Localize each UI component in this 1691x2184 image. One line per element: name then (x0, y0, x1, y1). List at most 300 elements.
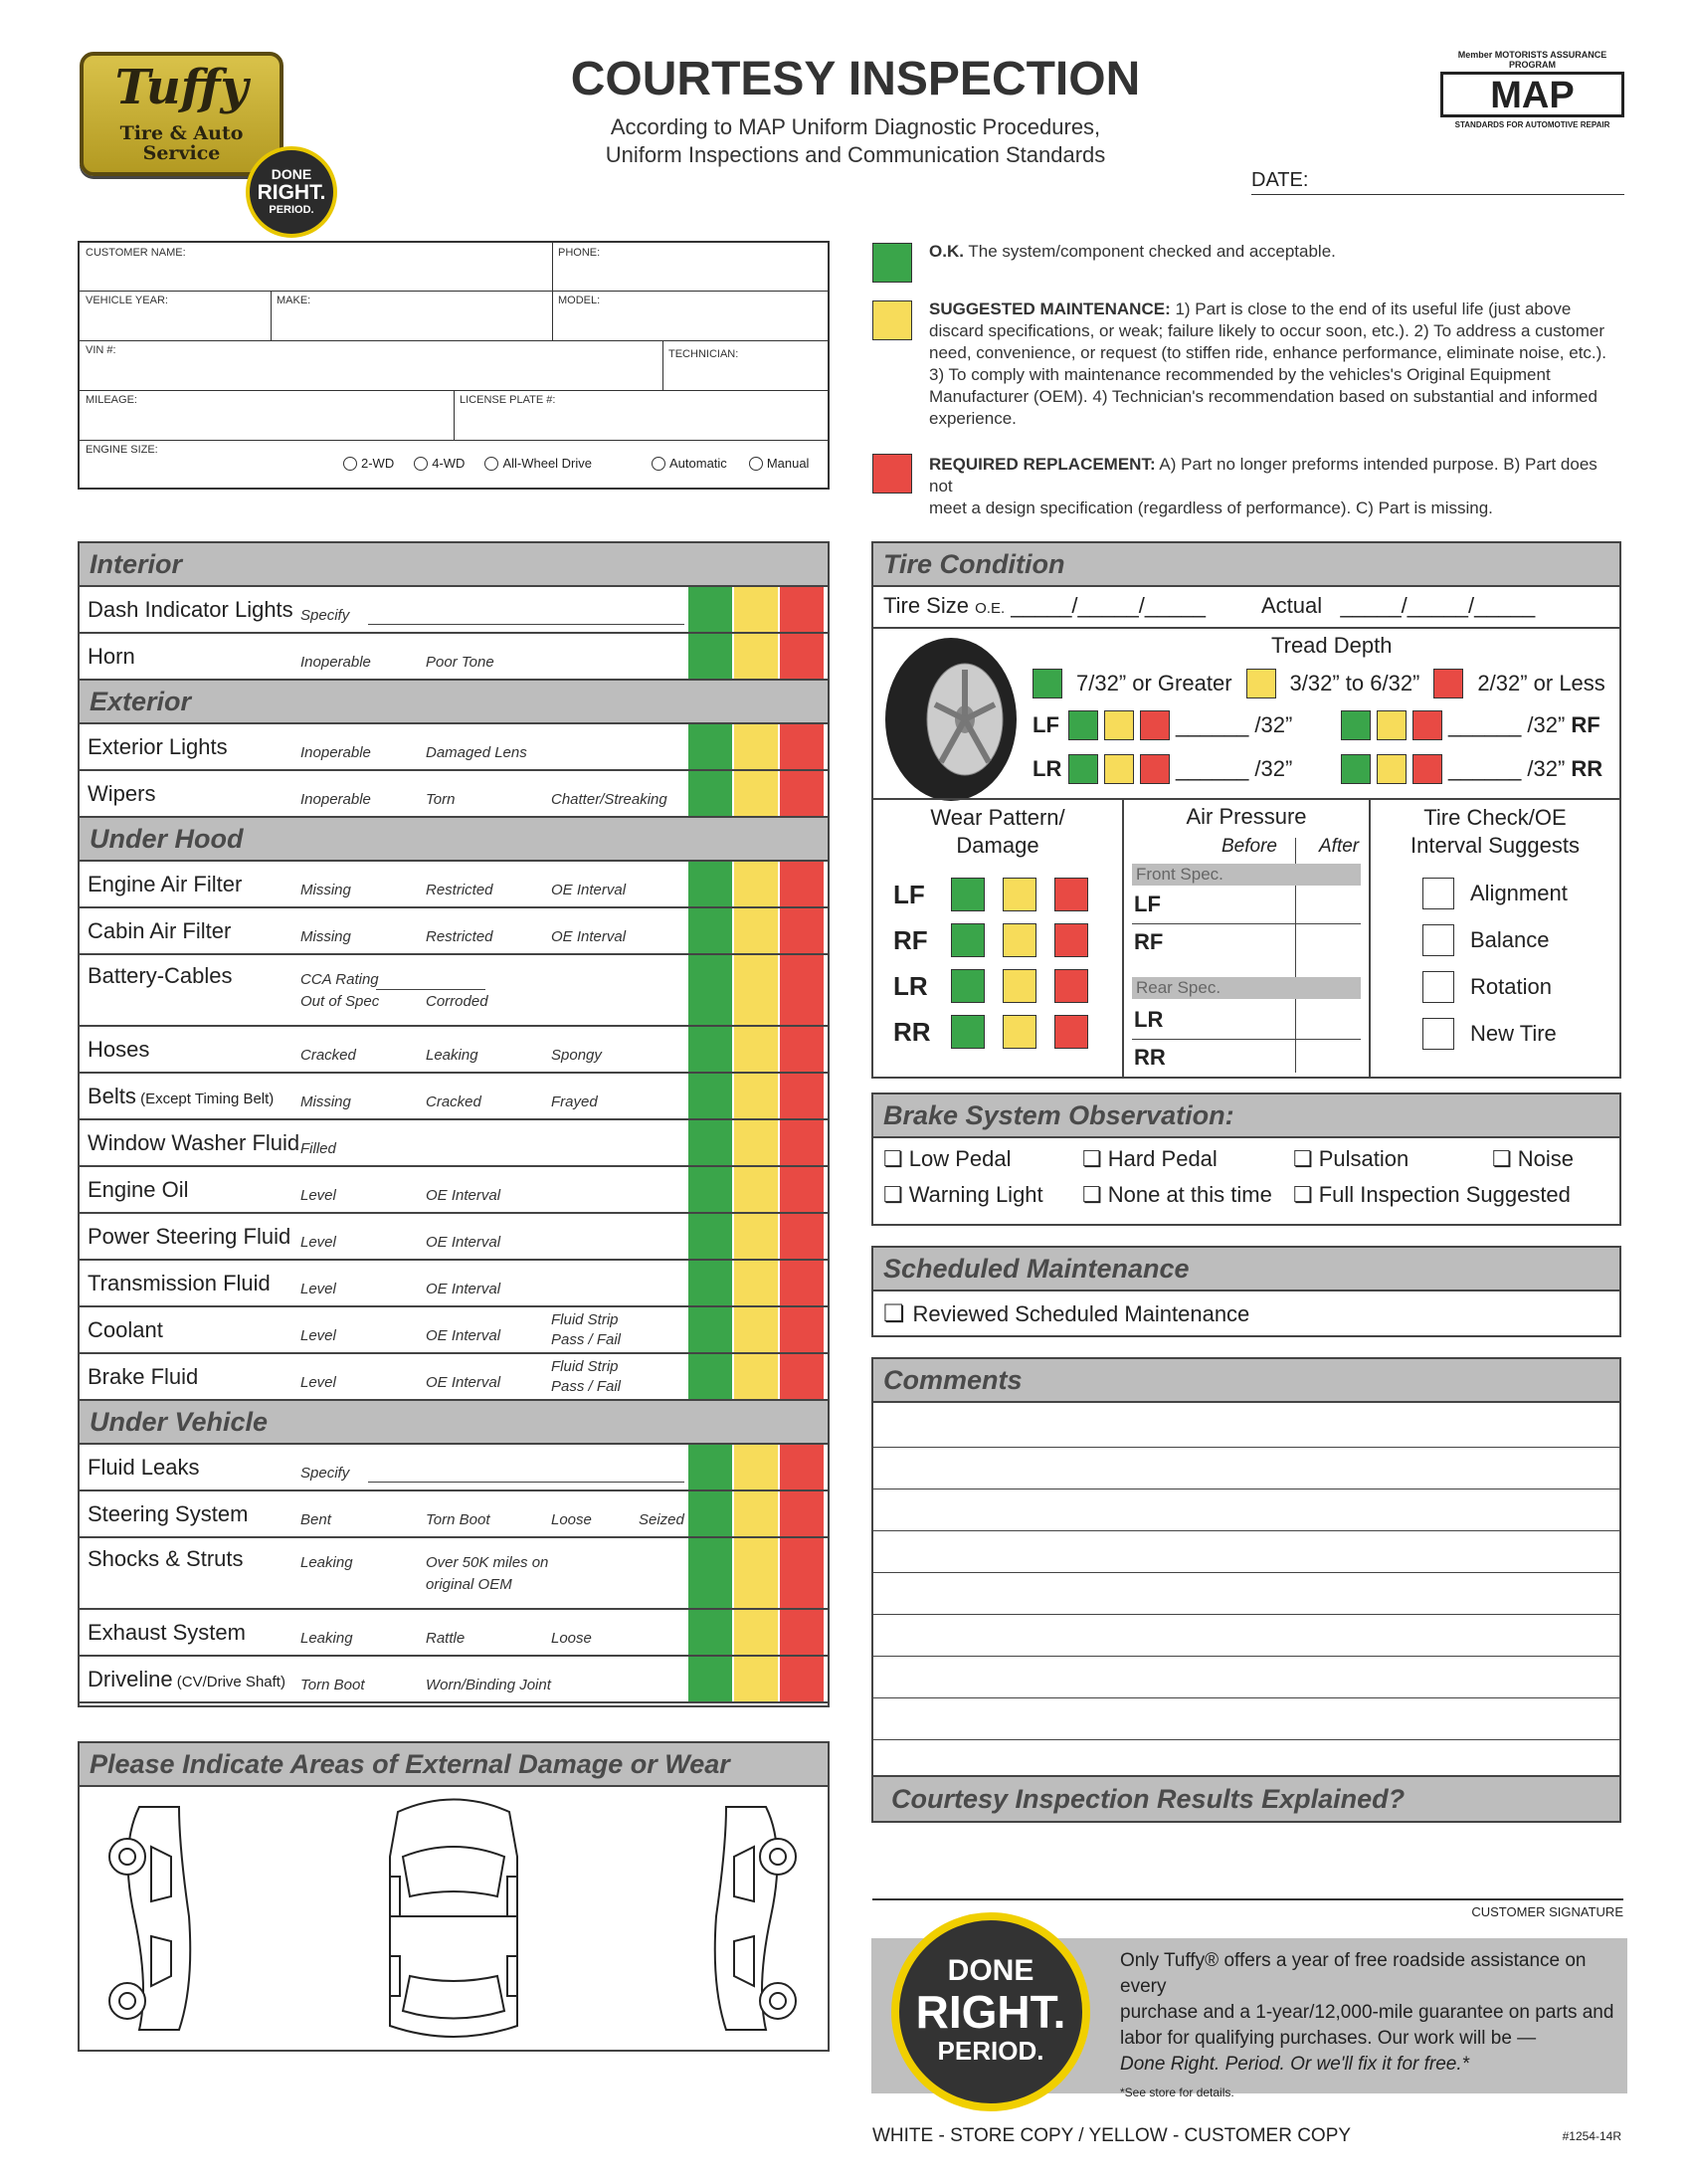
wear-yellow-box[interactable] (1003, 878, 1036, 911)
tread-legend-green (1033, 669, 1062, 698)
rating-ok-cell[interactable] (688, 1261, 732, 1305)
radio-manual[interactable] (749, 456, 810, 471)
tread-legend-label: 2/32” or Less (1477, 671, 1605, 695)
rating-ok-cell[interactable] (688, 1610, 732, 1655)
tread-row-rr: ______ /32” RR (1341, 754, 1602, 784)
wear-green-box[interactable] (951, 923, 985, 957)
banner-line: labor for qualifying purchases. Our work will be — (1120, 2028, 1537, 2049)
tread-red-box[interactable] (1412, 710, 1442, 740)
item-label-text: Engine Air Filter (88, 872, 243, 896)
rating-ok-cell[interactable] (688, 1657, 732, 1701)
inspection-option[interactable]: CCA Rating (300, 971, 379, 988)
radio-awd[interactable] (484, 456, 592, 471)
rating-ok-cell[interactable] (688, 724, 732, 769)
scheduled-maintenance-section (871, 1246, 1621, 1337)
rating-required-cell[interactable] (780, 1214, 824, 1259)
rating-suggested-cell[interactable] (734, 1167, 778, 1212)
checkbox-icon: ❏ (1082, 1182, 1102, 1207)
rating-required-cell[interactable] (780, 1657, 824, 1701)
tire-check-new-tire[interactable] (1422, 1018, 1611, 1050)
rating-required-cell[interactable] (780, 1354, 824, 1399)
item-label-text: Power Steering Fluid (88, 1224, 291, 1249)
inspection-option[interactable]: Level (300, 1281, 336, 1297)
phone-field[interactable]: PHONE: (558, 247, 601, 259)
radio-label: Automatic (669, 456, 727, 471)
wear-red-box[interactable] (1054, 923, 1088, 957)
inspection-option[interactable]: Cracked (300, 1047, 356, 1064)
wear-title-line: Wear Pattern/ (930, 805, 1065, 830)
wear-yellow-box[interactable] (1003, 923, 1036, 957)
rating-suggested-cell[interactable] (734, 1027, 778, 1072)
tread-pos-label: RF (1571, 712, 1600, 737)
rating-required-cell[interactable] (780, 1307, 824, 1352)
inspection-option[interactable]: Leaking (426, 1047, 478, 1064)
map-top-text: Member MOTORISTS ASSURANCE PROGRAM (1457, 50, 1607, 70)
tread-green-box[interactable] (1068, 754, 1098, 784)
inspection-option[interactable]: OE Interval (426, 1187, 501, 1204)
wear-pos-label: RR (893, 1016, 931, 1047)
tread-unit: /32” (1527, 756, 1566, 781)
rear-spec-band: Rear Spec. (1132, 977, 1361, 999)
checkbox-icon (1422, 878, 1454, 909)
wear-green-box[interactable] (951, 1015, 985, 1049)
brake-option[interactable] (1492, 1146, 1574, 1172)
air-before: Before (1221, 836, 1277, 857)
banner-line: Done Right. Period. Or we'll fix it for free.* (1120, 2054, 1470, 2075)
specify-line[interactable] (368, 1482, 684, 1483)
divider (552, 243, 553, 340)
badge-small-line2: RIGHT. (257, 181, 326, 204)
legend-required-swatch (872, 454, 912, 494)
rating-required-cell[interactable] (780, 1610, 824, 1655)
wear-row (893, 923, 1112, 957)
legend-sm-line: discard specifications, or weak; failure likely to occur soon, etc.). 2) To address a customer (929, 321, 1605, 340)
map-logo-text: MAP (1440, 72, 1624, 117)
item-label-text: Dash Indicator Lights (88, 597, 293, 622)
inspection-option[interactable]: Missing (300, 928, 351, 945)
inspection-option[interactable]: Frayed (551, 1093, 598, 1110)
rating-ok-cell[interactable] (688, 862, 732, 906)
tire-check-balance[interactable] (1422, 924, 1611, 956)
damage-section (78, 1741, 830, 2052)
rating-ok-cell[interactable] (688, 1354, 732, 1399)
tread-red-box[interactable] (1140, 754, 1170, 784)
rating-suggested-cell[interactable] (734, 634, 778, 679)
inspection-option[interactable]: Rattle (426, 1630, 466, 1647)
item-label-note: (CV/Drive Shaft) (176, 1674, 285, 1690)
inspection-option[interactable]: Level (300, 1187, 336, 1204)
comment-line[interactable] (873, 1614, 1619, 1615)
item-label-note: (Except Timing Belt) (140, 1091, 275, 1107)
inspection-option[interactable]: Missing (300, 1093, 351, 1110)
tread-green-box[interactable] (1341, 754, 1371, 784)
item-label-text: Engine Oil (88, 1177, 189, 1202)
rating-required-cell[interactable] (780, 587, 824, 632)
radio-label: 2-WD (361, 456, 395, 471)
comment-line[interactable] (873, 1739, 1619, 1740)
specify-line[interactable] (368, 624, 684, 625)
rating-ok-cell[interactable] (688, 1214, 732, 1259)
inspection-option[interactable]: Cracked (426, 1093, 481, 1110)
engine-size-field[interactable]: ENGINE SIZE: (86, 444, 158, 456)
divider (873, 627, 1619, 629)
checkbox-icon (1422, 924, 1454, 956)
checkbox-icon: ❏ (883, 1146, 903, 1171)
page-title: COURTESY INSPECTION (570, 53, 1141, 105)
inspection-option[interactable]: Leaking (300, 1554, 353, 1571)
wear-red-box[interactable] (1054, 878, 1088, 911)
section-header-under-hood: Under Hood (80, 818, 828, 862)
rating-ok-cell[interactable] (688, 1445, 732, 1489)
wear-title (873, 804, 1122, 860)
rating-ok-cell[interactable] (688, 1491, 732, 1536)
inspection-option[interactable]: Leaking (300, 1630, 353, 1647)
rating-required-cell[interactable] (780, 1120, 824, 1165)
rating-required-cell[interactable] (780, 771, 824, 816)
rating-required-cell[interactable] (780, 908, 824, 953)
wear-yellow-box[interactable] (1003, 1015, 1036, 1049)
make-field[interactable]: MAKE: (277, 295, 311, 306)
item-label-text: Battery-Cables (88, 963, 233, 988)
wear-green-box[interactable] (951, 969, 985, 1003)
cca-rating-line[interactable] (376, 989, 485, 990)
wear-red-box[interactable] (1054, 1015, 1088, 1049)
rating-ok-cell[interactable] (688, 1307, 732, 1352)
rating-ok-cell[interactable] (688, 955, 732, 1025)
brake-option[interactable] (1082, 1182, 1272, 1208)
tread-yellow-box[interactable] (1104, 754, 1134, 784)
air-title: Air Pressure (1186, 804, 1307, 829)
comment-line[interactable] (873, 1656, 1619, 1657)
inspection-option[interactable]: Pass / Fail (551, 1378, 622, 1395)
inspection-option[interactable]: Bent (300, 1511, 331, 1528)
rating-suggested-cell[interactable] (734, 1261, 778, 1305)
brake-section (871, 1092, 1621, 1226)
inspection-option[interactable]: Inoperable (300, 791, 371, 808)
comment-line[interactable] (873, 1447, 1619, 1448)
item-label-text: Fluid Leaks (88, 1455, 200, 1480)
rating-suggested-cell[interactable] (734, 1538, 778, 1608)
tire-check-alignment[interactable] (1422, 878, 1611, 909)
rating-suggested-cell[interactable] (734, 771, 778, 816)
radio-circle-icon (484, 457, 498, 471)
inspection-option[interactable]: Inoperable (300, 654, 371, 671)
legend-ok-text: The system/component checked and acceptable. (968, 242, 1336, 261)
comment-line[interactable] (873, 1530, 1619, 1531)
divider (80, 340, 828, 341)
inspection-option[interactable]: Out of Spec (300, 993, 380, 1010)
front-spec-band: Front Spec. (1132, 864, 1361, 886)
rating-ok-cell[interactable] (688, 1167, 732, 1212)
legend-sm-title: SUGGESTED MAINTENANCE: (929, 299, 1171, 318)
brake-option-label: Noise (1517, 1146, 1574, 1171)
mileage-field[interactable]: MILEAGE: (86, 394, 137, 406)
row-divider (80, 1701, 828, 1703)
brake-option-label: Low Pedal (908, 1146, 1012, 1171)
radio-automatic[interactable] (652, 456, 727, 471)
rating-suggested-cell[interactable] (734, 908, 778, 953)
model-field[interactable]: MODEL: (558, 295, 601, 306)
item-label-text: Steering System (88, 1501, 249, 1526)
inspection-option[interactable]: Worn/Binding Joint (426, 1677, 551, 1693)
rating-suggested-cell[interactable] (734, 1307, 778, 1352)
radio-circle-icon (343, 457, 357, 471)
tread-yellow-box[interactable] (1377, 754, 1407, 784)
comments-section (871, 1357, 1621, 1823)
rating-suggested-cell[interactable] (734, 1445, 778, 1489)
air-pos-rf: RF (1134, 929, 1164, 954)
inspection-option[interactable]: Loose (551, 1630, 592, 1647)
brake-option[interactable] (1293, 1146, 1409, 1172)
rating-suggested-cell[interactable] (734, 1074, 778, 1118)
checkbox-icon: ❏ (1293, 1182, 1313, 1207)
legend-suggested-swatch (872, 300, 912, 340)
customer-info-box (78, 241, 830, 490)
rating-suggested-cell[interactable] (734, 1657, 778, 1701)
inspection-option[interactable]: Level (300, 1234, 336, 1251)
banner-note: *See store for details. (1120, 2085, 1234, 2099)
item-label-text: Horn (88, 644, 135, 669)
tread-pos-label: LF (1033, 712, 1059, 737)
tire-check-label: New Tire (1470, 1021, 1557, 1046)
signature-line[interactable] (872, 1898, 1623, 1900)
rating-suggested-cell[interactable] (734, 1354, 778, 1399)
rating-ok-cell[interactable] (688, 1027, 732, 1072)
tread-legend-red (1433, 669, 1463, 698)
rating-suggested-cell[interactable] (734, 862, 778, 906)
inspection-option[interactable]: Level (300, 1327, 336, 1344)
tire-check-title-line: Tire Check/OE (1423, 805, 1567, 830)
vehicle-year-field[interactable]: VEHICLE YEAR: (86, 295, 168, 306)
technician-field[interactable]: TECHNICIAN: (668, 348, 739, 360)
divider (662, 340, 663, 390)
inspection-option[interactable]: Restricted (426, 882, 493, 898)
inspection-item-label (88, 1455, 200, 1481)
rating-ok-cell[interactable] (688, 1538, 732, 1608)
legend-sm-line: experience. (929, 409, 1017, 428)
rating-suggested-cell[interactable] (734, 587, 778, 632)
logo-brand: Tuffy (114, 60, 249, 115)
inspection-item-label (88, 1501, 248, 1527)
tire-check-label: Balance (1470, 927, 1550, 952)
inspection-option[interactable]: Specify (300, 607, 350, 624)
subtitle-line1: According to MAP Uniform Diagnostic Procedures, (610, 114, 1101, 139)
rating-ok-cell[interactable] (688, 771, 732, 816)
tread-green-box[interactable] (1341, 710, 1371, 740)
tread-yellow-box[interactable] (1104, 710, 1134, 740)
rating-required-cell[interactable] (780, 862, 824, 906)
radio-2wd[interactable] (343, 456, 394, 471)
tread-legend-yellow (1246, 669, 1276, 698)
rating-ok-cell[interactable] (688, 908, 732, 953)
rating-required-cell[interactable] (780, 724, 824, 769)
rating-suggested-cell[interactable] (734, 724, 778, 769)
comment-line[interactable] (873, 1572, 1619, 1573)
inspection-option[interactable]: OE Interval (551, 882, 627, 898)
wear-yellow-box[interactable] (1003, 969, 1036, 1003)
rating-required-cell[interactable] (780, 1074, 824, 1118)
inspection-option[interactable]: OE Interval (426, 1327, 501, 1344)
tread-red-box[interactable] (1140, 710, 1170, 740)
tire-check-label: Alignment (1470, 881, 1568, 905)
radio-4wd[interactable] (414, 456, 465, 471)
customer-name-field[interactable]: CUSTOMER NAME: (86, 247, 186, 259)
rating-required-cell[interactable] (780, 1445, 824, 1489)
legend-sm-line: need, convenience, or request (to stiffen ride, enhance performance, eliminate noise, etc.). (929, 343, 1607, 362)
rating-suggested-cell[interactable] (734, 955, 778, 1025)
tread-yellow-box[interactable] (1377, 710, 1407, 740)
tire-check-rotation[interactable] (1422, 971, 1611, 1003)
checkbox-icon: ❏ (1293, 1146, 1313, 1171)
inspection-option[interactable]: Loose (551, 1511, 592, 1528)
brake-option-label: Warning Light (908, 1182, 1043, 1207)
inspection-option[interactable]: Missing (300, 882, 351, 898)
inspection-option[interactable]: Specify (300, 1465, 350, 1482)
air-pos-lf: LF (1134, 892, 1161, 916)
inspection-option[interactable]: original OEM (426, 1576, 512, 1593)
tread-pos-label: RR (1571, 756, 1603, 781)
radio-circle-icon (749, 457, 763, 471)
rating-suggested-cell[interactable] (734, 1491, 778, 1536)
radio-label: 4-WD (432, 456, 466, 471)
inspection-item-label (88, 597, 293, 623)
inspection-option[interactable]: Fluid Strip (551, 1311, 619, 1328)
checkbox-icon (1422, 1018, 1454, 1050)
brake-section-title: Brake System Observation: (873, 1094, 1619, 1138)
inspection-option[interactable]: Poor Tone (426, 654, 494, 671)
inspection-option[interactable]: Over 50K miles on (426, 1554, 549, 1571)
inspection-item-label (88, 963, 233, 989)
license-plate-field[interactable]: LICENSE PLATE #: (460, 394, 556, 406)
badge-large-line1: DONE (947, 1954, 1034, 1987)
tread-red-box[interactable] (1412, 754, 1442, 784)
rating-required-cell[interactable] (780, 634, 824, 679)
tread-legend (1033, 669, 1605, 698)
brake-option[interactable] (883, 1146, 1011, 1172)
inspection-item-label (88, 1667, 285, 1692)
badge-large-line3: PERIOD. (937, 2036, 1044, 2066)
badge-small-line3: PERIOD. (269, 204, 314, 216)
inspection-option[interactable]: OE Interval (551, 928, 627, 945)
inspection-item-label (88, 1037, 149, 1063)
inspection-option[interactable]: Corroded (426, 993, 488, 1010)
inspection-option[interactable]: Damaged Lens (426, 744, 527, 761)
legend-sm-line: 3) To comply with maintenance recommended by the vehicles's Original Equipment (929, 365, 1551, 384)
damage-section-title: Please Indicate Areas of External Damage or Wear (80, 1743, 828, 1787)
customer-signature-label: CUSTOMER SIGNATURE (1471, 1904, 1623, 1919)
inspection-option[interactable]: OE Interval (426, 1374, 501, 1391)
wear-green-box[interactable] (951, 878, 985, 911)
tire-oe-label: O.E. (975, 600, 1006, 617)
air-pos-lr: LR (1134, 1007, 1164, 1032)
rating-required-cell[interactable] (780, 1027, 824, 1072)
rating-required-cell[interactable] (780, 1538, 824, 1608)
tread-unit: /32” (1527, 712, 1566, 737)
date-field[interactable] (1251, 169, 1624, 195)
rating-suggested-cell[interactable] (734, 1214, 778, 1259)
item-label-text: Cabin Air Filter (88, 918, 232, 943)
rating-required-cell[interactable] (780, 955, 824, 1025)
brake-option[interactable] (883, 1182, 1043, 1208)
wear-pos-label: RF (893, 924, 928, 955)
item-label-text: Belts (88, 1084, 136, 1108)
checkbox-icon (1422, 971, 1454, 1003)
divider (80, 440, 828, 441)
divider (873, 798, 1619, 800)
reviewed-scheduled-option[interactable] (883, 1299, 1249, 1328)
section-header-interior: Interior (80, 543, 828, 587)
inspection-option[interactable]: Torn (426, 791, 456, 808)
legend-sm-line: Manufacturer (OEM). 4) Technician's recommendation based on substantial and informed (929, 387, 1597, 406)
inspection-item-label (88, 1317, 163, 1343)
radio-circle-icon (414, 457, 428, 471)
inspection-option[interactable]: Seized (639, 1511, 684, 1528)
brake-option[interactable] (1082, 1146, 1218, 1172)
tire-check-label: Rotation (1470, 974, 1552, 999)
legend-sm-line: 1) Part is close to the end of its useful life (just above (1175, 299, 1572, 318)
inspection-option[interactable]: Spongy (551, 1047, 602, 1064)
rating-required-cell[interactable] (780, 1491, 824, 1536)
legend-rr-title: REQUIRED REPLACEMENT: (929, 455, 1156, 474)
results-explained: Courtesy Inspection Results Explained? (873, 1775, 1619, 1821)
inspection-option[interactable]: Fluid Strip (551, 1358, 619, 1375)
rating-ok-cell[interactable] (688, 1074, 732, 1118)
banner-line: Only Tuffy® offers a year of free roadside assistance on every (1120, 1950, 1587, 1997)
inspection-option[interactable]: Pass / Fail (551, 1331, 622, 1348)
tread-row-lr: LR ______ /32” (1033, 754, 1292, 784)
rating-ok-cell[interactable] (688, 1120, 732, 1165)
rating-ok-cell[interactable] (688, 634, 732, 679)
tread-green-box[interactable] (1068, 710, 1098, 740)
inspection-option[interactable]: Filled (300, 1140, 336, 1157)
legend-ok-title: O.K. (929, 242, 964, 261)
air-pos-rr: RR (1134, 1045, 1166, 1070)
inspection-option[interactable]: OE Interval (426, 1281, 501, 1297)
radio-label: All-Wheel Drive (502, 456, 593, 471)
rating-suggested-cell[interactable] (734, 1120, 778, 1165)
item-label-text: Shocks & Struts (88, 1546, 244, 1571)
air-after: After (1319, 836, 1360, 857)
legend-suggested (929, 298, 1625, 430)
inspection-option[interactable]: OE Interval (426, 1234, 501, 1251)
brake-option[interactable] (1293, 1182, 1571, 1208)
copy-distribution: WHITE - STORE COPY / YELLOW - CUSTOMER COPY (872, 2125, 1352, 2146)
vin-field[interactable]: VIN #: (86, 344, 116, 356)
inspection-option[interactable]: Torn Boot (426, 1511, 490, 1528)
comment-line[interactable] (873, 1697, 1619, 1698)
rating-ok-cell[interactable] (688, 587, 732, 632)
badge-small-line1: DONE (271, 166, 312, 182)
rating-required-cell[interactable] (780, 1261, 824, 1305)
inspection-option[interactable]: Torn Boot (300, 1677, 365, 1693)
inspection-option[interactable]: Level (300, 1374, 336, 1391)
tread-depth-title: Tread Depth (1271, 633, 1393, 658)
wear-pos-label: LF (893, 879, 925, 909)
wear-row (893, 1015, 1112, 1049)
inspection-option[interactable]: Restricted (426, 928, 493, 945)
car-diagram[interactable] (80, 1787, 828, 2050)
wear-red-box[interactable] (1054, 969, 1088, 1003)
rating-suggested-cell[interactable] (734, 1610, 778, 1655)
drive-type-options (343, 456, 592, 471)
radio-label: Manual (766, 456, 810, 471)
rating-required-cell[interactable] (780, 1167, 824, 1212)
inspection-option[interactable]: Chatter/Streaking (551, 791, 667, 808)
badge-large-line2: RIGHT. (915, 1986, 1066, 2038)
legend-rr-line: A) Part no longer preforms intended purpose. B) Part does not (929, 455, 1597, 496)
inspection-option[interactable]: Inoperable (300, 744, 371, 761)
section-header-under-vehicle: Under Vehicle (80, 1401, 828, 1445)
